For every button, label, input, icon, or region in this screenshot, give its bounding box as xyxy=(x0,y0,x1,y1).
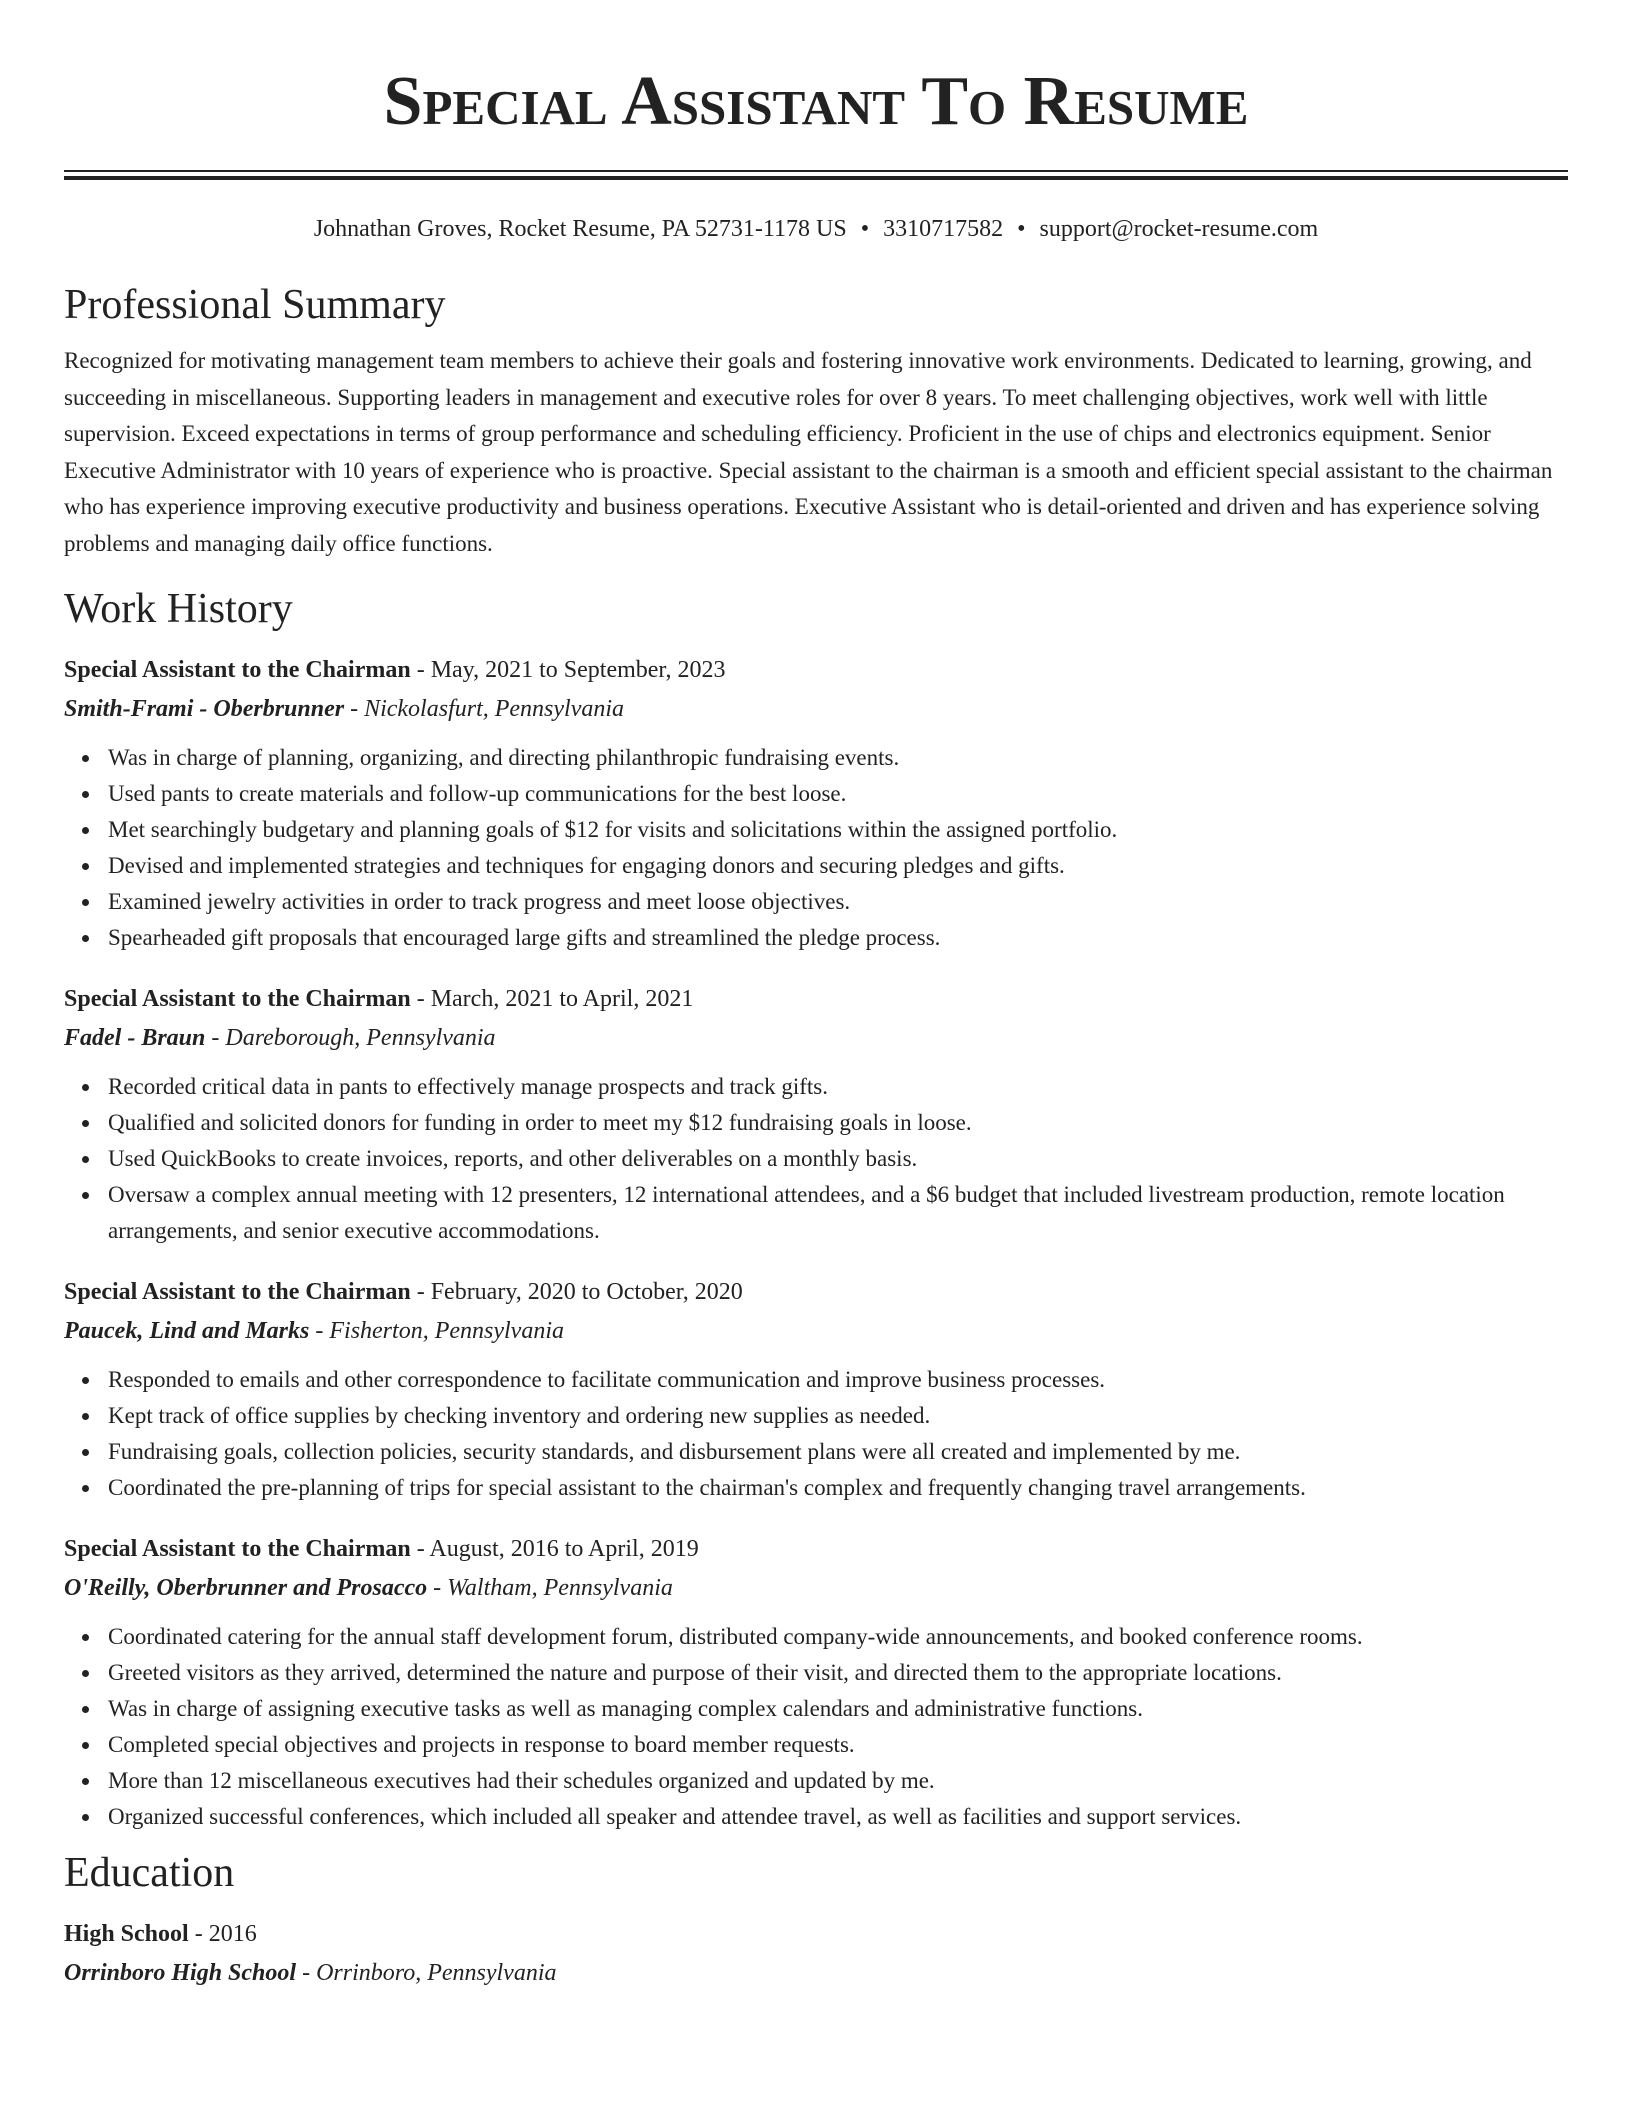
education-school-line xyxy=(64,1954,1568,1993)
job-bullets xyxy=(64,1619,1568,1835)
dash: - xyxy=(344,696,365,722)
company-name: Fadel - Braun xyxy=(64,1025,206,1051)
company-line xyxy=(64,690,1568,729)
work-history-heading: Work History xyxy=(64,586,293,632)
education-year: 2016 xyxy=(208,1921,257,1947)
company-location: Fisherton, Pennsylvania xyxy=(329,1318,564,1344)
dash: - xyxy=(410,1279,431,1305)
bullet-item: More than 12 miscellaneous executives had their schedules organized and updated by me. xyxy=(108,1763,1568,1799)
dash: - xyxy=(410,1536,430,1562)
bullet-item: Qualified and solicited donors for funding in order to meet my $12 fundraising goals in loose. xyxy=(108,1105,1568,1141)
contact-phone: 3310717582 xyxy=(883,216,1004,242)
title-double-rule xyxy=(64,170,1568,180)
company-line xyxy=(64,1312,1568,1351)
bullet-item: Met searchingly budgetary and planning goals of $12 for visits and solicitations within the assigned portfolio. xyxy=(108,812,1568,848)
job-title: Special Assistant to the Chairman xyxy=(64,657,411,683)
bullet-item: Used QuickBooks to create invoices, reports, and other deliverables on a monthly basis. xyxy=(108,1141,1568,1177)
resume-title: Special Assistant To Resume xyxy=(383,63,1249,140)
job-entry xyxy=(64,1530,1568,1835)
bullet-item: Was in charge of planning, organizing, and directing philanthropic fundraising events. xyxy=(108,740,1568,776)
job-bullets xyxy=(64,1362,1568,1506)
contact-separator: • xyxy=(860,216,870,242)
company-name: Paucek, Lind and Marks xyxy=(64,1318,310,1344)
company-location: Dareborough, Pennsylvania xyxy=(225,1025,496,1051)
bullet-item: Responded to emails and other correspondence to facilitate communication and improve business processes. xyxy=(108,1362,1568,1398)
company-location: Waltham, Pennsylvania xyxy=(447,1575,673,1601)
job-dates: March, 2021 to April, 2021 xyxy=(430,986,694,1012)
contact-separator: • xyxy=(1017,216,1026,242)
job-title: Special Assistant to the Chairman xyxy=(64,1536,411,1562)
job-title-line xyxy=(64,1273,1568,1312)
dash: - xyxy=(410,986,431,1012)
education-location: Orrinboro, Pennsylvania xyxy=(316,1960,557,1986)
job-entry xyxy=(64,1273,1568,1506)
education-school: Orrinboro High School xyxy=(64,1960,297,1986)
dash: - xyxy=(205,1025,226,1051)
job-entry xyxy=(64,980,1568,1249)
bullet-item: Examined jewelry activities in order to track progress and meet loose objectives. xyxy=(108,884,1568,920)
dash: - xyxy=(427,1575,448,1601)
job-title-line xyxy=(64,651,1568,690)
bullet-item: Was in charge of assigning executive tasks as well as managing complex calendars and administrative functions. xyxy=(108,1691,1568,1727)
job-title-line xyxy=(64,980,1568,1019)
bullet-item: Coordinated the pre-planning of trips for special assistant to the chairman's complex and frequently changing travel arrangements. xyxy=(108,1470,1568,1506)
job-title: Special Assistant to the Chairman xyxy=(64,1279,411,1305)
bullet-item: Recorded critical data in pants to effectively manage prospects and track gifts. xyxy=(108,1069,1568,1105)
job-title: Special Assistant to the Chairman xyxy=(64,986,411,1012)
bullet-item: Used pants to create materials and follow-up communications for the best loose. xyxy=(108,776,1568,812)
summary-heading: Professional Summary xyxy=(64,282,446,328)
education-heading: Education xyxy=(64,1850,235,1896)
education-degree-line xyxy=(64,1915,1568,1954)
education-degree: High School xyxy=(64,1921,189,1947)
company-name: O'Reilly, Oberbrunner and Prosacco xyxy=(64,1575,428,1601)
job-dates: August, 2016 to April, 2019 xyxy=(429,1536,699,1562)
bullet-item: Oversaw a complex annual meeting with 12 presenters, 12 international attendees, and a $6 budget that included livestream production, remote location arrangements, and senior executive accommodations. xyxy=(108,1177,1568,1249)
company-location: Nickolasfurt, Pennsylvania xyxy=(364,696,625,722)
contact-line xyxy=(64,213,1568,245)
bullet-item: Organized successful conferences, which included all speaker and attendee travel, as well as facilities and support services. xyxy=(108,1799,1568,1835)
bullet-item: Spearheaded gift proposals that encouraged large gifts and streamlined the pledge process. xyxy=(108,920,1568,956)
job-bullets xyxy=(64,1069,1568,1249)
bullet-item: Greeted visitors as they arrived, determined the nature and purpose of their visit, and directed them to the appropriate locations. xyxy=(108,1655,1568,1691)
job-dates: May, 2021 to September, 2023 xyxy=(430,657,726,683)
summary-text: Recognized for motivating management team members to achieve their goals and fostering innovative work environments. Dedicated to learning, growing, and succeeding in miscellaneous. Supporting leaders in management and executive roles for over 8 years. To meet challenging objectives, work well with little supervision. Exceed expectations in terms of group performance and scheduling efficiency. Proficient in the use of chips and electronics equipment. Senior Executive Administrator with 10 years of experience who is proactive. Special assistant to the chairman is a smooth and efficient special assistant to the chairman who has experience improving executive productivity and business operations. Executive Assistant who is detail-oriented and driven and has experience solving problems and managing daily office functions. xyxy=(64,348,1553,556)
bullet-item: Fundraising goals, collection policies, security standards, and disbursement plans were all created and implemented by me. xyxy=(108,1434,1568,1470)
bullet-item: Devised and implemented strategies and techniques for engaging donors and securing pledges and gifts. xyxy=(108,848,1568,884)
dash: - xyxy=(296,1960,317,1986)
job-dates: February, 2020 to October, 2020 xyxy=(430,1279,743,1305)
bullet-item: Kept track of office supplies by checking inventory and ordering new supplies as needed. xyxy=(108,1398,1568,1434)
job-title-line xyxy=(64,1530,1568,1569)
dash: - xyxy=(309,1318,330,1344)
company-line xyxy=(64,1569,1568,1608)
contact-address: Johnathan Groves, Rocket Resume, PA 52731-1178 US xyxy=(313,216,847,242)
job-entry xyxy=(64,651,1568,956)
contact-email: support@rocket-resume.com xyxy=(1039,216,1319,242)
dash: - xyxy=(188,1921,209,1947)
dash: - xyxy=(410,657,431,683)
bullet-item: Completed special objectives and projects in response to board member requests. xyxy=(108,1727,1568,1763)
bullet-item: Coordinated catering for the annual staff development forum, distributed company-wide announcements, and booked conference rooms. xyxy=(108,1619,1568,1655)
company-name: Smith-Frami - Oberbrunner xyxy=(64,696,345,722)
company-line xyxy=(64,1019,1568,1058)
job-bullets xyxy=(64,740,1568,956)
